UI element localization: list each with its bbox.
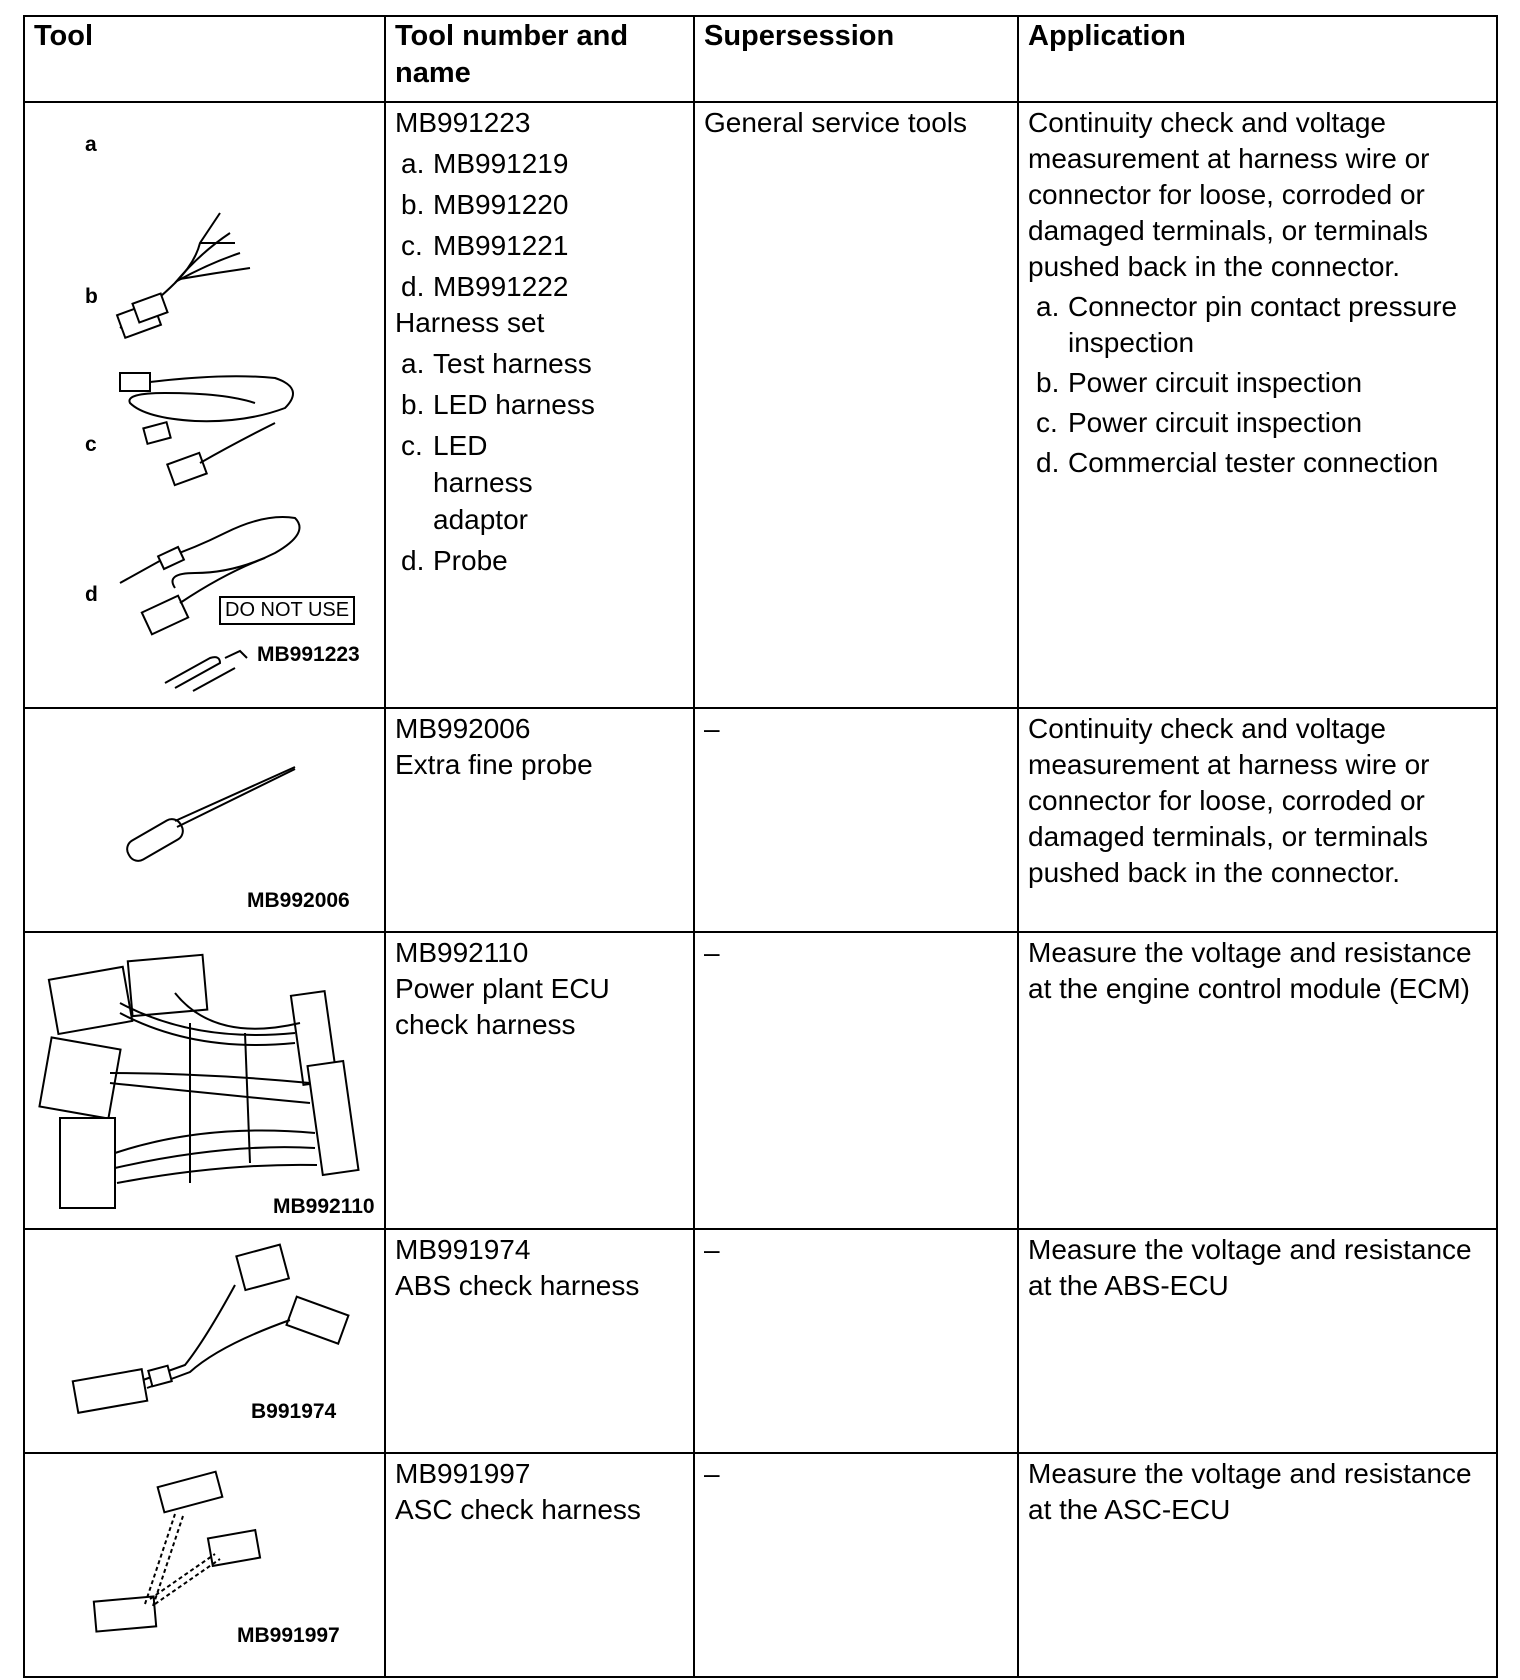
do-not-use-label: DO NOT USE (219, 596, 355, 625)
power-plant-ecu-harness-illustration (25, 933, 383, 1225)
tool-name: Harness set (395, 307, 545, 338)
tool-number-cell (385, 102, 694, 708)
tool-image-cell (24, 1229, 385, 1453)
tool-number-cell (385, 1453, 694, 1677)
supersession-cell: – (694, 1453, 1018, 1677)
tool-number-cell (385, 708, 694, 932)
tool-image-label: MB991997 (237, 1624, 340, 1647)
tool-image-cell (24, 102, 385, 708)
tool-name: Extra fine probe (395, 749, 593, 780)
list-item: a. MB991219 (401, 148, 569, 179)
table-row (24, 932, 1497, 1229)
list-item: c. Power circuit inspection (1036, 407, 1363, 438)
header-row (24, 16, 1497, 102)
list-item: d. MB991222 (401, 271, 569, 302)
supersession-cell: General service tools (694, 102, 1018, 708)
list-item: c. LED harness adaptor (401, 430, 533, 535)
application-cell: Measure the voltage and resistance at the ABS-ECU (1018, 1229, 1497, 1453)
tool-number-cell (385, 1229, 694, 1453)
header-supersession: Supersession (694, 16, 1018, 102)
table-row (24, 708, 1497, 932)
tool-image-label: B991974 (251, 1400, 337, 1423)
header-tool-number: Tool number and name (385, 16, 694, 102)
supersession-cell: – (694, 1229, 1018, 1453)
tool-name: ABS check harness (395, 1270, 640, 1301)
tool-name: ASC check harness (395, 1494, 641, 1525)
tool-image-cell (24, 1453, 385, 1677)
supersession-cell: – (694, 708, 1018, 932)
table-row (24, 102, 1497, 708)
tool-image-cell (24, 932, 385, 1229)
list-item: b. LED harness (401, 389, 595, 420)
tool-name: Power plant ECU check harness (395, 973, 610, 1040)
list-item: a. Test harness (401, 348, 592, 379)
list-item: c. MB991221 (401, 230, 569, 261)
tool-number: MB991997 (395, 1458, 531, 1489)
tool-number: MB992110 (395, 937, 529, 968)
application-cell: Continuity check and voltage measurement at harness wire or connector for loose, corroded or damaged terminals, or terminals pushed back in the connector. (1018, 708, 1497, 932)
header-tool: Tool (24, 16, 385, 102)
table-row (24, 1453, 1497, 1677)
list-item: b. Power circuit inspection (1036, 367, 1363, 398)
tool-letter-c: c (85, 433, 97, 456)
list-item: b. MB991220 (401, 189, 569, 220)
tool-letter-b: b (85, 285, 98, 308)
special-tools-table (23, 15, 1498, 1678)
list-item: d. Probe (401, 545, 508, 576)
list-item: d. Commercial tester connection (1036, 447, 1439, 478)
supersession-cell: – (694, 932, 1018, 1229)
tool-number: MB991223 (395, 107, 531, 138)
tool-letter-a: a (85, 133, 97, 156)
application-cell (1018, 102, 1497, 708)
tool-number-cell (385, 932, 694, 1229)
table-row (24, 1229, 1497, 1453)
tool-number: MB991974 (395, 1234, 531, 1265)
tool-image-label: MB991223 (257, 643, 360, 666)
application-cell: Measure the voltage and resistance at the ASC-ECU (1018, 1453, 1497, 1677)
tool-letter-d: d (85, 583, 98, 606)
header-application: Application (1018, 16, 1497, 102)
tool-image-label: MB992110 (273, 1195, 375, 1218)
application-text: Continuity check and voltage measurement at harness wire or connector for loose, corroded or damaged terminals, or terminals pushed back in the connector. (1028, 107, 1430, 282)
application-cell: Measure the voltage and resistance at the engine control module (ECM) (1018, 932, 1497, 1229)
tool-number: MB992006 (395, 713, 531, 744)
tool-image-cell (24, 708, 385, 932)
tool-image-label: MB992006 (247, 889, 350, 912)
list-item: a. Connector pin contact pressure inspection (1036, 291, 1458, 358)
